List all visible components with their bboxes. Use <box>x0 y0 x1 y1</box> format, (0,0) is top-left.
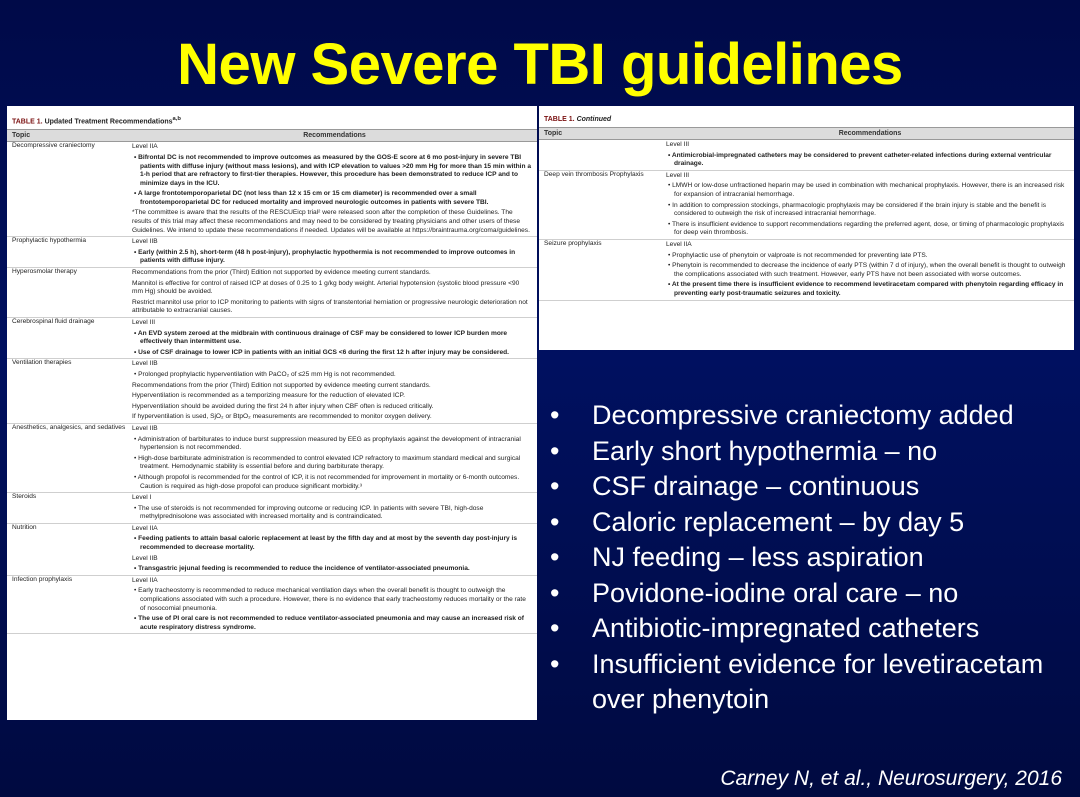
recommendation-line: Level I <box>132 494 152 502</box>
recommendation-line: • There is insufficient evidence to support recommendations regarding the preferred agent, dose, or timing of pharmacologic prophylaxis for deep vein thrombosis. <box>668 220 1065 237</box>
table-row <box>7 359 537 424</box>
table-caption <box>539 106 1074 125</box>
col-topic-header: Topic <box>544 130 563 137</box>
recommendation-line: Hyperventilation is recommended as a temporizing measure for the reduction of elevated ICP. <box>132 392 405 400</box>
recommendation-cell <box>132 359 537 423</box>
topic-cell: Deep vein thrombosis Prophylaxis <box>544 170 644 178</box>
topic-cell: Cerebrospinal fluid drainage <box>12 318 95 326</box>
recommendation-line: Level IIA <box>132 143 158 151</box>
topic-cell <box>539 140 666 170</box>
recommendation-line: • Transgastric jejunal feeding is recommended to reduce the incidence of ventilator-associated pneumonia. <box>134 565 470 573</box>
bullet-dot-icon: • <box>550 542 560 572</box>
bullet-item <box>548 647 1074 718</box>
table-caption-text: Updated Treatment Recommendations <box>44 118 173 126</box>
table-1-left-panel <box>7 106 537 720</box>
recommendation-line: Recommendations from the prior (Third) Edition not supported by evidence meeting current standards. <box>132 381 431 389</box>
recommendation-cell <box>132 142 537 236</box>
bullet-item <box>548 398 1074 434</box>
table-row <box>7 493 537 524</box>
recommendation-line: Recommendations from the prior (Third) Edition not supported by evidence meeting current standards. <box>132 269 431 277</box>
recommendation-line: • The use of PI oral care is not recommended to reduce ventilator-associated pneumonia and may cause an increased risk of acute respiratory distress syndrome. <box>134 615 524 631</box>
recommendation-line: • Antimicrobial-impregnated catheters may be considered to prevent catheter-related infections during external ventricular drainage. <box>668 151 1052 168</box>
recommendation-line: Level IIB <box>132 424 158 432</box>
bullet-dot-icon: • <box>550 435 560 466</box>
recommendation-line: Level IIB <box>132 554 158 562</box>
bullet-dot-icon: • <box>550 471 560 501</box>
recommendation-cell <box>132 237 537 267</box>
recommendation-line: • Phenytoin is recommended to decrease the incidence of early PTS (within 7 d of injury), when the overall benefit is thought to outweigh the complications associated with such treatment. However, early PTS have not been associated with worse outcomes. <box>668 262 1066 278</box>
bullet-item <box>548 576 1074 612</box>
recommendation-line: • Early tracheostomy is recommended to reduce mechanical ventilation days when the overall benefit is thought to outweigh the complications associated with such a procedure. However, there is no evidence that early tracheostomy reduces mortality or the rate of nosocomial pneumonia. <box>134 587 526 612</box>
recommendation-cell <box>132 576 537 634</box>
bullet-item <box>548 434 1074 470</box>
bullet-dot-icon: • <box>550 648 560 679</box>
col-recommendations-header: Recommendations <box>303 132 366 140</box>
recommendation-line: Restrict mannitol use prior to ICP monitoring to patients with signs of transtentorial herniation or progressive neurologic deterioration not attributable to extracranial causes. <box>132 298 528 315</box>
recommendation-cell <box>132 318 537 358</box>
bullet-text: NJ feeding – less aspiration <box>592 542 924 572</box>
recommendation-cell <box>666 140 1074 170</box>
recommendation-line: If hyperventilation is used, SjO₂ or BtpO₂ measurements are recommended to monitor oxygen delivery. <box>132 413 432 421</box>
table-header <box>539 127 1074 140</box>
recommendation-line: • Early (within 2.5 h), short-term (48 h post-injury), prophylactic hypothermia is not recommended to improve outcomes in patients with diffuse injury. <box>134 248 516 265</box>
bullet-item <box>548 469 1074 505</box>
recommendation-cell <box>132 268 537 317</box>
recommendation-line: Level III <box>666 141 690 148</box>
table-body <box>539 140 1074 301</box>
table-row <box>7 268 537 318</box>
recommendation-line: • Prophylactic use of phenytoin or valproate is not recommended for preventing late PTS. <box>668 251 928 259</box>
topic-cell: Infection prophylaxis <box>12 575 73 583</box>
table-row <box>7 576 537 635</box>
recommendation-line: • The use of steroids is not recommended for improving outcome or reducing ICP. In patients with severe TBI, high-dose methylprednisolone was associated with increased mortality and is contraindicated. <box>134 504 484 521</box>
recommendation-line: • At the present time there is insufficient evidence to recommend levetiracetam compared with phenytoin regarding efficacy in preventing early post-traumatic seizures and toxicity. <box>668 281 1064 297</box>
recommendation-line: • Administration of barbiturates to induce burst suppression measured by EEG as prophylaxis against the development of intracranial hypertension is not recommended. <box>134 435 521 452</box>
bullet-text: Povidone-iodine oral care – no <box>592 577 959 608</box>
topic-cell: Anesthetics, analgesics, and sedatives <box>12 423 126 431</box>
bullet-item <box>548 505 1074 541</box>
recommendation-line: • Bifrontal DC is not recommended to improve outcomes as measured by the GOS-E score at 6 mo post-injury in severe TBI patients with diffuse injury (without mass lesions), and with ICP elevation to values >20 mm Hg for more than 15 min within a 1-h period that are refractory to first-tier therapies. However, this procedure has been demonstrated to reduce ICP and to minimize days in the ICU. <box>134 153 531 187</box>
topic-cell: Hyperosmolar therapy <box>12 268 77 276</box>
bullet-dot-icon: • <box>550 506 560 537</box>
recommendation-line: Level IIA <box>666 240 692 248</box>
topic-cell: Steroids <box>12 493 37 501</box>
recommendation-line: • An EVD system zeroed at the midbrain with continuous drainage of CSF may be considered to lower ICP burden more effectively than intermittent use. <box>134 329 508 346</box>
table-row <box>539 140 1074 171</box>
recommendation-line: • A large frontotemporoparietal DC (not less than 12 x 15 cm or 15 cm diameter) is recommended over a small frontotemporoparietal DC for reduced mortality and improved neurologic outcomes in patients with severe TBI. <box>134 190 489 206</box>
recommendation-line: • Prolonged prophylactic hyperventilation with PaCO₂ of ≤25 mm Hg is not recommended. <box>134 370 396 378</box>
bullet-dot-icon: • <box>550 400 560 430</box>
table-row <box>7 524 537 576</box>
bullet-text: Early short hypothermia – no <box>592 435 938 466</box>
table-body <box>7 142 537 634</box>
recommendation-line: Level IIA <box>132 524 158 532</box>
col-topic-header: Topic <box>12 132 31 140</box>
table-caption <box>7 106 537 127</box>
recommendation-line: • High-dose barbiturate administration is recommended to control elevated ICP refractory to maximum standard medical and surgical treatment. Hemodynamic stability is essential before and during barbiturate therapy. <box>134 454 521 471</box>
recommendation-line: Level III <box>132 319 156 327</box>
topic-cell: Prophylactic hypothermia <box>12 237 87 245</box>
table-caption-label: TABLE 1. <box>544 116 575 123</box>
recommendation-line: • Although propofol is recommended for the control of ICP, it is not recommended for improvement in mortality or 6-month outcomes. Caution is required as high-dose propofol can produce significant morbidity.³ <box>134 473 520 490</box>
recommendation-line: Hyperventilation should be avoided during the first 24 h after injury when CBF often is reduced critically. <box>132 402 434 410</box>
recommendation-cell <box>132 493 537 523</box>
recommendation-line: • LMWH or low-dose unfractioned heparin may be used in combination with mechanical prophylaxis. However, there is an increased risk for expansion of intracranial hemorrhage. <box>668 182 1065 198</box>
table-1-continued-panel <box>539 106 1074 350</box>
summary-bullet-list <box>548 398 1074 718</box>
bullet-text: Caloric replacement – by day 5 <box>592 506 965 537</box>
table-row <box>539 171 1074 240</box>
table-row <box>7 142 537 237</box>
bullet-dot-icon: • <box>550 577 560 608</box>
recommendation-cell <box>132 424 537 492</box>
bullet-item <box>548 611 1074 647</box>
recommendation-line: *The committee is aware that the results of the RESCUEicp trial² were released soon after the completion of these Guidelines. The results of this trial may affect these recommendations and may need to be considered by treating physicians and other users of these Guidelines. We intend to update these recommendations if needed. Updates will be available at https://braintrauma.org/coma/guidelines. <box>132 209 530 234</box>
recommendation-line: Level IIB <box>132 238 158 246</box>
topic-cell: Decompressive craniectomy <box>12 142 95 150</box>
bullet-text: Decompressive craniectomy added <box>592 400 1014 430</box>
topic-cell: Seizure prophylaxis <box>544 239 602 247</box>
recommendation-cell <box>666 171 1074 239</box>
citation: Carney N, et al., Neurosurgery, 2016 <box>720 767 1062 790</box>
bullet-dot-icon: • <box>550 613 560 643</box>
recommendation-cell <box>132 524 537 575</box>
bullet-item <box>548 540 1074 576</box>
table-row <box>7 424 537 493</box>
slide-title: New Severe TBI guidelines <box>177 32 903 97</box>
table-row <box>7 237 537 268</box>
recommendation-line: • In addition to compression stockings, pharmacologic prophylaxis may be considered if the brain injury is stable and the benefit is considered to outweigh the risk of increased intracranial hemorrhage. <box>668 201 1046 218</box>
table-caption-sup: a,b <box>172 116 181 122</box>
recommendation-line: • Use of CSF drainage to lower ICP in patients with an initial GCS <6 during the first 12 h after injury may be considered. <box>134 348 509 356</box>
table-row <box>539 240 1074 301</box>
bullet-text: CSF drainage – continuous <box>592 471 920 501</box>
bullet-text: Insufficient evidence for levetiracetam over phenytoin <box>592 648 1044 714</box>
recommendation-line: Level IIA <box>132 576 158 584</box>
topic-cell: Nutrition <box>12 523 37 531</box>
table-header <box>7 129 537 142</box>
recommendation-line: Mannitol is effective for control of raised ICP at doses of 0.25 to 1 g/kg body weight. Arterial hypotension (systolic blood pressure <90 mm Hg) should be avoided. <box>132 279 520 296</box>
topic-cell: Ventilation therapies <box>12 359 72 367</box>
table-caption-label: TABLE 1. <box>12 118 43 126</box>
col-recommendations-header: Recommendations <box>838 130 902 137</box>
table-row <box>7 318 537 359</box>
recommendation-cell <box>666 240 1074 300</box>
recommendation-line: Level III <box>666 171 690 179</box>
recommendation-line: • Feeding patients to attain basal caloric replacement at least by the fifth day and at most by the seventh day post-injury is recommended to decrease mortality. <box>134 535 518 552</box>
table-caption-text: Continued <box>576 116 612 123</box>
recommendation-line: Level IIB <box>132 360 158 368</box>
bullet-text: Antibiotic-impregnated catheters <box>592 613 980 643</box>
